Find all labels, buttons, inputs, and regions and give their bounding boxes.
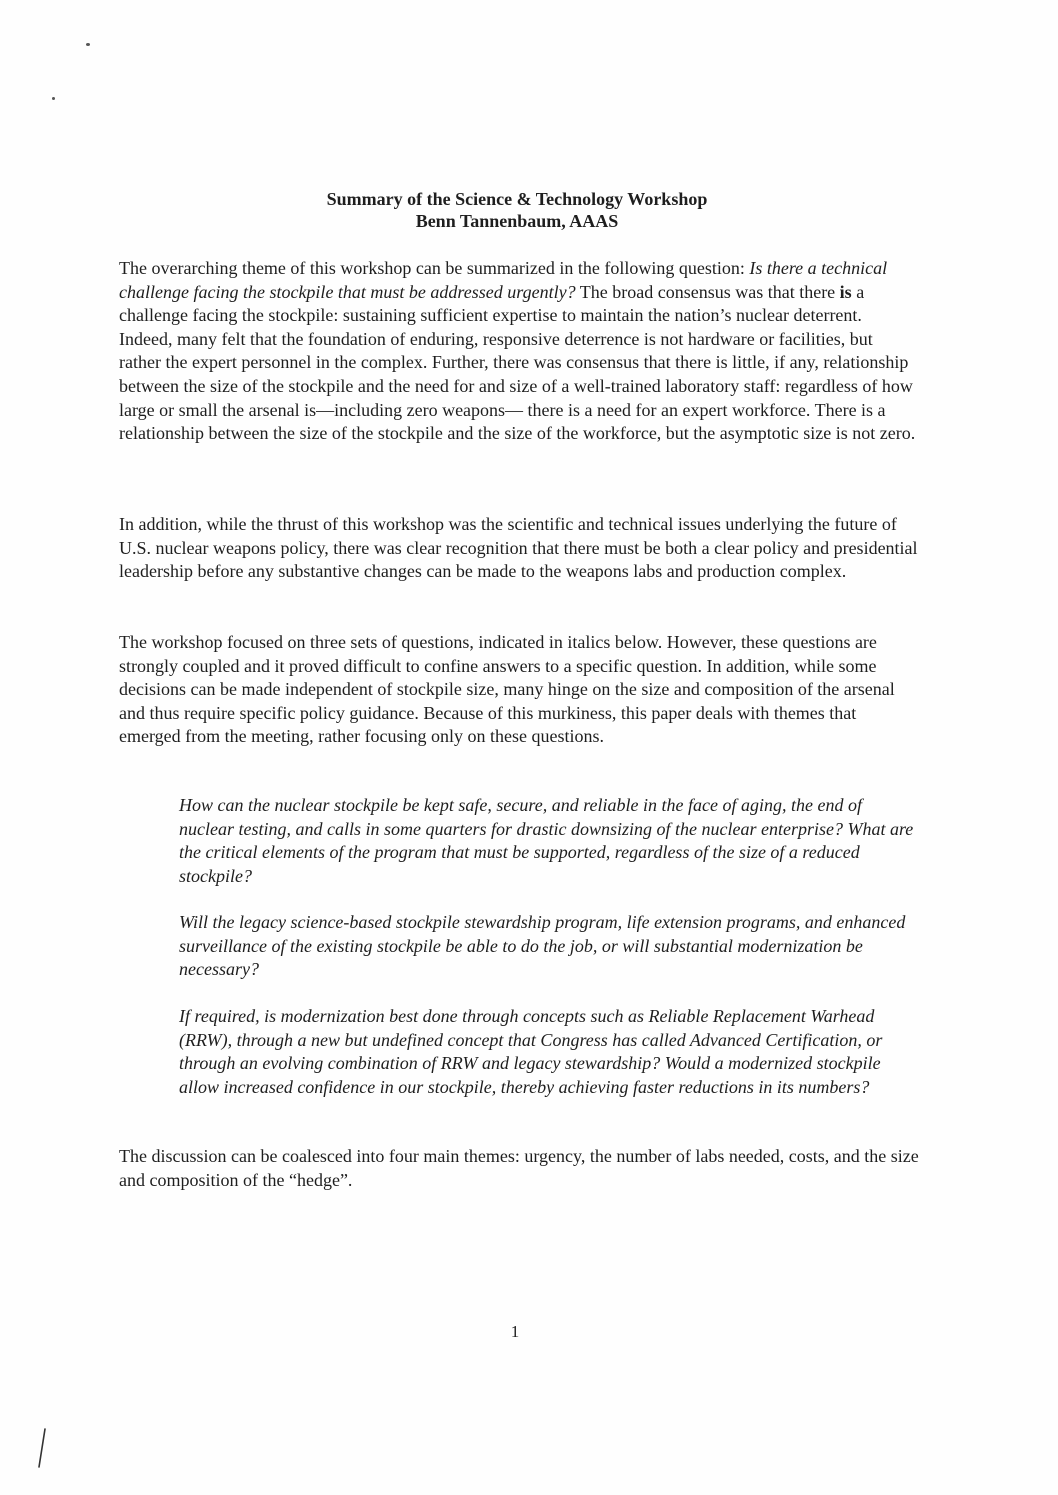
- paragraph-main-themes: The discussion can be coalesced into four main themes: urgency, the number of labs needed, costs, and the size and composition of the “hedge”.: [119, 1146, 919, 1190]
- scan-speck: [52, 97, 55, 100]
- paragraph-workshop-questions: The workshop focused on three sets of questions, indicated in italics below. However, these questions are strongly coupled and it proved difficult to confine answers to a specific question. In addition, while some decisions can be made independent of stockpile size, many hinge on the size and composition of the arsenal and thus require specific policy guidance. Because of this murkiness, this paper deals with themes that emerged from the meeting, rather focusing only on these questions.: [119, 632, 895, 747]
- italic-question: Is there a technical challenge facing the stockpile that must be addressed urgently?: [119, 258, 888, 302]
- question-safety-reliability: How can the nuclear stockpile be kept safe, secure, and reliable in the face of aging, the end of nuclear testing, and calls in some quarters for drastic downsizing of the nuclear enterprise? What are the critical elements of the program that must be supported, regardless of the size of a reduced stockpile?: [179, 795, 914, 886]
- paragraph-text: a challenge facing the stockpile: sustaining sufficient expertise to maintain the nation’s nuclear deterrent. Indeed, many felt that the foundation of enduring, responsive deterrence is not hardware or facilities, but rather the expert personnel in the complex. Further, there was consensus that there is little, if any, relationship between the size of the stockpile and the need for and size of a well-trained laboratory staff: regardless of how large or small the arsenal is—including zero weapons— there is a need for an expert workforce. There is a relationship between the size of the stockpile and the size of the workforce, but the asymptotic size is not zero.: [119, 281, 916, 444]
- paragraph-text: The broad consensus was that there: [575, 281, 840, 302]
- page-number: 1: [510, 1322, 520, 1341]
- paragraph-overarching-theme: [119, 257, 919, 446]
- scan-speck: [86, 43, 90, 46]
- paragraph-text: The overarching theme of this workshop can be summarized in the following question:: [119, 258, 750, 278]
- bold-emphasis: is: [839, 281, 852, 302]
- document-author: Benn Tannenbaum, AAAS: [415, 211, 619, 231]
- pen-mark: [36, 1428, 48, 1468]
- question-stewardship-program: Will the legacy science-based stockpile stewardship program, life extension programs, and enhanced surveillance of the existing stockpile be able to do the job, or will substantial modernization be necessary?: [179, 912, 906, 980]
- question-modernization: If required, is modernization best done through concepts such as Reliable Replacement Warhead (RRW), through a new but undefined concept that Congress has called Advanced Certification, or through an evolving combination of RRW and legacy stewardship? Would a modernized stockpile allow increased confidence in our stockpile, thereby achieving faster reductions in its numbers?: [179, 1006, 883, 1097]
- document-title: Summary of the Science & Technology Workshop: [326, 189, 708, 209]
- paragraph-policy-recognition: In addition, while the thrust of this workshop was the scientific and technical issues underlying the future of U.S. nuclear weapons policy, there was clear recognition that there must be both a clear policy and presidential leadership before any substantive changes can be made to the weapons labs and production complex.: [119, 514, 918, 582]
